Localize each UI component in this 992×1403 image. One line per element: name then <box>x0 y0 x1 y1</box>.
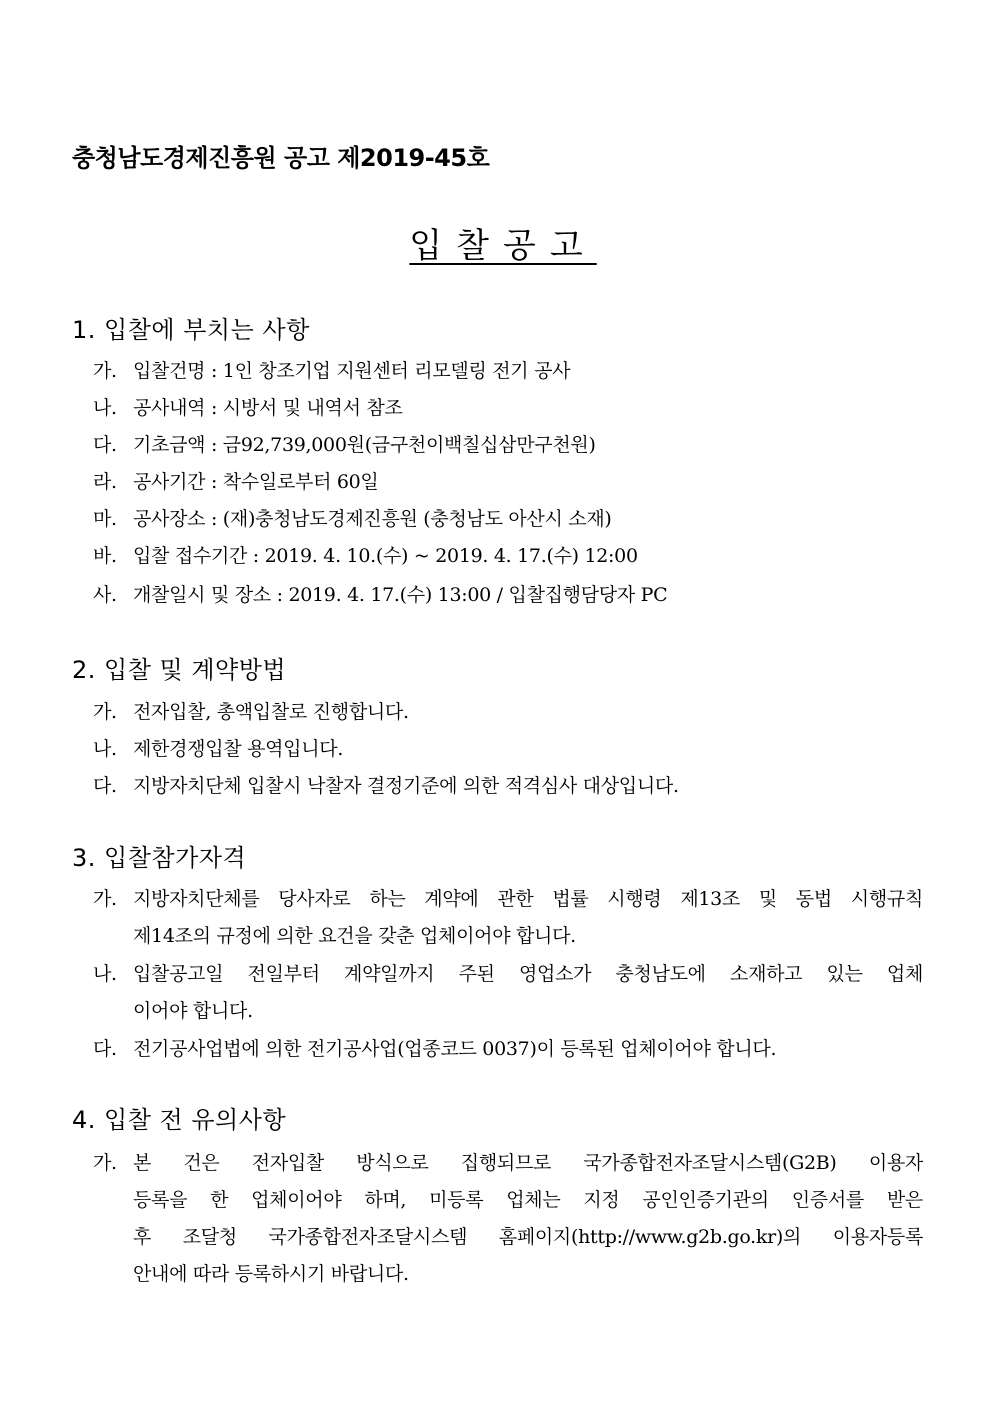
section-heading-2: 2. 입찰 및 계약방법 <box>72 656 287 684</box>
item-mark: 가. <box>93 360 117 382</box>
item-text: 기초금액 : 금92,739,000원(금구천이백칠십삼만구천원) <box>133 434 596 456</box>
item-mark: 가. <box>93 1152 117 1174</box>
item-mark: 가. <box>93 888 117 910</box>
list-item <box>93 1031 923 1068</box>
item-mark: 사. <box>93 584 117 606</box>
section-heading-1: 1. 입찰에 부치는 사항 <box>72 316 310 344</box>
item-text: 전자입찰, 총액입찰로 진행합니다. <box>133 701 409 723</box>
item-text-line: 등록을 한 업체이어야 하며, 미등록 업체는 지정 공인인증기관의 인증서를 받은 <box>133 1189 923 1211</box>
list-item <box>93 881 923 955</box>
item-mark: 가. <box>93 701 117 723</box>
item-mark: 마. <box>93 508 117 530</box>
item-text: 입찰건명 : 1인 창조기업 지원센터 리모델링 전기 공사 <box>133 360 571 382</box>
item-mark: 나. <box>93 963 117 985</box>
item-text-line: 입찰공고일 전일부터 계약일까지 주된 영업소가 충청남도에 소재하고 있는 업체 <box>133 963 923 985</box>
item-mark: 나. <box>93 738 117 760</box>
document-title-wrapper <box>0 218 992 267</box>
item-text-line: 지방자치단체를 당사자로 하는 계약에 관한 법률 시행령 제13조 및 동법 시행규칙 <box>133 888 923 910</box>
item-text-line: 이어야 합니다. <box>133 1000 253 1022</box>
item-mark: 나. <box>93 397 117 419</box>
item-mark: 다. <box>93 434 117 456</box>
document-title: 입찰공고 <box>409 226 597 266</box>
list-item <box>93 464 923 501</box>
item-text: 지방자치단체 입찰시 낙찰자 결정기준에 의한 적격심사 대상입니다. <box>133 775 679 797</box>
item-text-line: 본 건은 전자입찰 방식으로 집행되므로 국가종합전자조달시스템(G2B) 이용자 <box>133 1152 923 1174</box>
list-item <box>93 390 923 427</box>
item-text: 공사기간 : 착수일로부터 60일 <box>133 471 379 493</box>
list-item <box>93 694 923 731</box>
item-text: 전기공사업법에 의한 전기공사업(업종코드 0037)이 등록된 업체이어야 합니다. <box>133 1038 777 1060</box>
item-text: 공사장소 : (재)충청남도경제진흥원 (충청남도 아산시 소재) <box>133 508 612 530</box>
item-text-line: 안내에 따라 등록하시기 바랍니다. <box>133 1263 409 1285</box>
item-text: 개찰일시 및 장소 : 2019. 4. 17.(수) 13:00 / 입찰집행담당자 PC <box>133 584 668 606</box>
item-mark: 다. <box>93 1038 117 1060</box>
list-item <box>93 538 923 575</box>
item-text: 공사내역 : 시방서 및 내역서 참조 <box>133 397 403 419</box>
list-item <box>93 956 923 1030</box>
item-mark: 라. <box>93 471 117 493</box>
list-item <box>93 1145 923 1293</box>
item-text: 제한경쟁입찰 용역입니다. <box>133 738 344 760</box>
section-heading-3: 3. 입찰참가자격 <box>72 844 247 872</box>
list-item <box>93 731 923 768</box>
item-mark: 바. <box>93 545 117 567</box>
section-heading-4: 4. 입찰 전 유의사항 <box>72 1106 287 1134</box>
item-text-line: 제14조의 규정에 의한 요건을 갖춘 업체이어야 합니다. <box>133 925 576 947</box>
item-mark: 다. <box>93 775 117 797</box>
list-item <box>93 768 923 805</box>
notice-number: 충청남도경제진흥원 공고 제2019-45호 <box>72 144 490 172</box>
item-text: 입찰 접수기간 : 2019. 4. 10.(수) ~ 2019. 4. 17.(수) 12:00 <box>133 545 638 567</box>
list-item <box>93 427 923 464</box>
list-item <box>93 501 923 538</box>
item-text-line: 후 조달청 국가종합전자조달시스템 홈페이지(http://www.g2b.go.kr)의 이용자등록 <box>133 1226 923 1248</box>
list-item <box>93 577 923 614</box>
list-item <box>93 353 923 390</box>
